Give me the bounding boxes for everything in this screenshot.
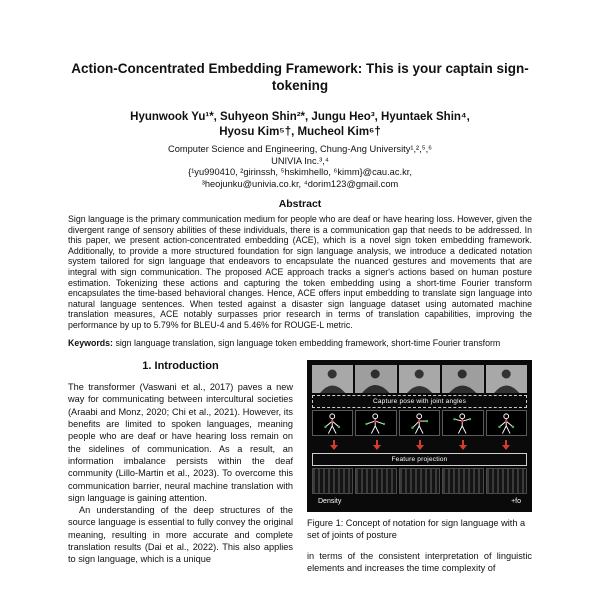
feature-frame-row [312,468,527,494]
down-arrow-icon [502,440,510,450]
signer-photo-frame [312,365,353,393]
figure-1-image [307,360,532,512]
keywords-text: sign language translation, sign language token embedding framework, short-time Fourier transform [115,337,501,348]
signer-photo-frame [399,365,440,393]
right-column [307,360,532,575]
feature-frame [355,468,396,494]
feature-frame [442,468,483,494]
authors-line-1: Hyunwook Yu¹*, Suhyeon Shin²*, Jungu Heo³, Hyuntaek Shin⁴, [130,111,470,123]
intro-paragraph-2: An understanding of the deep structures of the source language is essential to fully convey the original meaning, resulting in more accurate and complete translation results (Dai et al., 2022). This also applies to sign language, which is a unique [68,505,293,565]
down-arrow-row [312,438,527,451]
pose-skeleton-frame [442,410,483,436]
figure-feature-label: Feature projection [312,453,527,466]
section-heading-introduction: 1. Introduction [142,360,219,373]
abstract-text: Sign language is the primary communication medium for people who are deaf or have hearing loss. However, given the divergent range of sensory abilities of these individuals, there is a communication gap that needs to be addressed. In this paper, we present action-concentrated embedding (ACE), which is a novel sign token embedding framework. Additionally, to provide a more structured foundation for sign language analysis, we introduce a dedicated notation system tailored for sign language that endeavors to encapsulate the nuanced gestures and movements that are integral with sign communication. The proposed ACE approach tracks a signer's actions based on human posture estimation. Tokenizing these actions and capturing the token embedding using a short-time Fourier transform encapsulates the time-based behavioral changes. Hence, ACE offers input embedding to translate sign language into natural language sentences. When tested against a disaster sign language dataset using automated machine translation measures, ACE notably surpasses prior research in terms of translation capabilities, improving the performance by up to 5.79% for BLEU-4 and 5.46% for ROUGE-L metric. [68,214,532,330]
authors-block [68,110,532,140]
keywords-label: Keywords: [68,337,113,348]
affiliation-1: Computer Science and Engineering, Chung-Ang University¹,²,⁵,⁶ [168,144,432,154]
authors-line-2: Hyosu Kim⁵†, Mucheol Kim⁶† [219,126,381,138]
figure-footer-left-label: Density [318,498,342,506]
signer-photo-frame [486,365,527,393]
keywords-line [68,338,532,349]
right-column-text: in terms of the consistent interpretation of linguistic elements and increases the time complexity of [307,551,532,574]
intro-paragraph-1: The transformer (Vaswani et al., 2017) paves a new way for communicating between intercultural societies (Araabi and Monz, 2020; Chi et al., 2021). However, its benefits are limited to spoken languages, meaning people who are deaf or have hearing loss remain on the sidelines of communication. As a result, an information imbalance persists within the deaf community (Lillo-Martin et al., 2023). To overcome this communication barrier, neural machine translation with sign language is gaining attention. [68,382,293,503]
pose-skeleton-frame [312,410,353,436]
affiliation-2: UNIVIA Inc.³,⁴ [271,155,329,166]
email-line-1: {¹yu990410, ²girinssh, ⁵hskimhello, ⁶kimm}@cau.ac.kr, [188,167,412,177]
down-arrow-icon [373,440,381,450]
left-column [68,360,293,575]
signer-photo-row [312,365,527,393]
figure-pose-label: Capture pose with joint angles [312,395,527,408]
down-arrow-icon [416,440,424,450]
pose-skeleton-row [312,410,527,436]
pose-skeleton-frame [486,410,527,436]
down-arrow-icon [459,440,467,450]
signer-photo-frame [355,365,396,393]
figure-footer-right-label: +fo [511,498,521,506]
figure-1-caption: Figure 1: Concept of notation for sign language with a set of joints of posture [307,518,526,540]
feature-frame [399,468,440,494]
feature-frame [486,468,527,494]
paper-title: Action-Concentrated Embedding Framework: This is your captain sign-tokening [71,61,529,93]
pose-skeleton-frame [399,410,440,436]
pose-skeleton-frame [355,410,396,436]
abstract-heading: Abstract [278,198,322,210]
down-arrow-icon [330,440,338,450]
figure-footer-labels [312,496,527,507]
two-column-body [68,360,532,575]
email-line-2: ³heojunku@univia.co.kr, ⁴dorim123@gmail.com [201,178,399,189]
feature-frame [312,468,353,494]
signer-photo-frame [442,365,483,393]
